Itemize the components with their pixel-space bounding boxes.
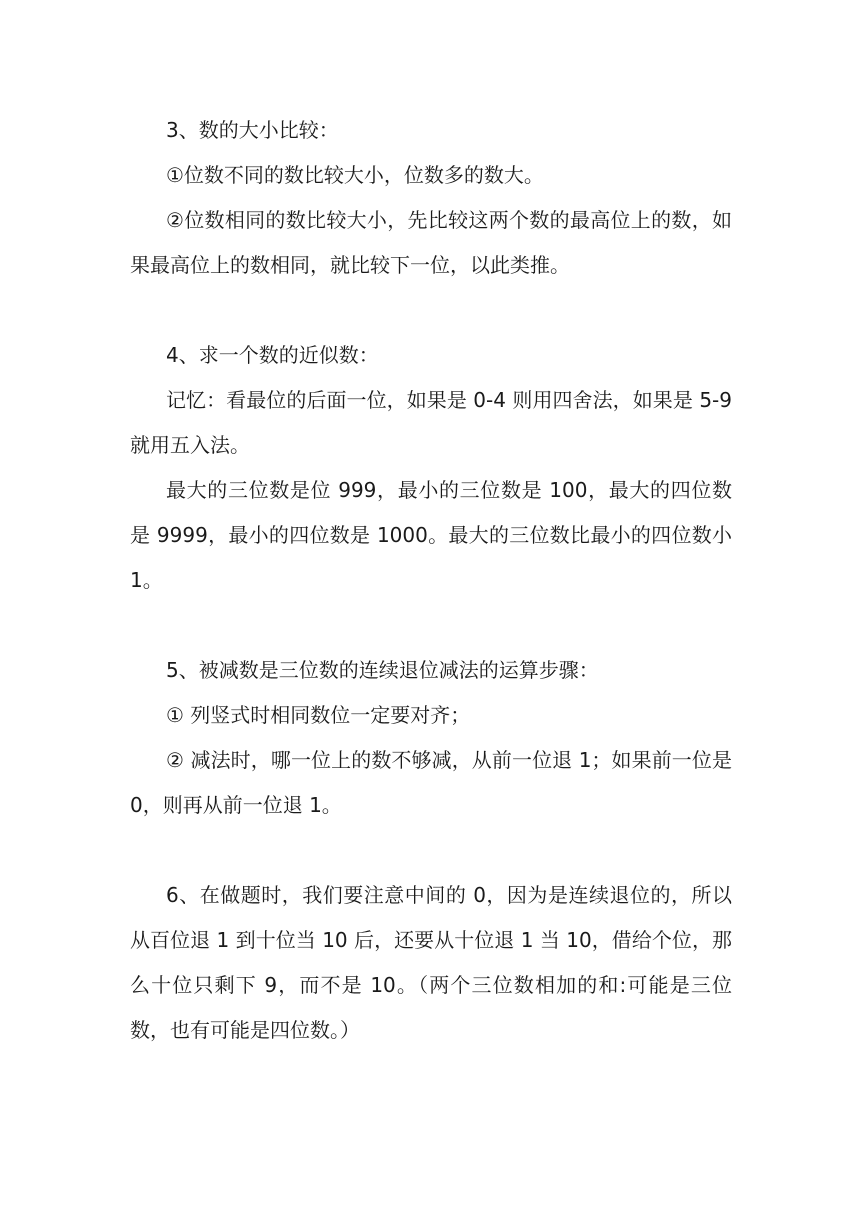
section-4-heading: 4、求一个数的近似数： [166, 343, 379, 367]
section-3-paragraph-1: ①位数不同的数比较大小，位数多的数大。 [166, 163, 544, 187]
section-4-paragraph-2: 最大的三位数是位 999，最小的三位数是 100，最大的四位数是 9999，最小的四位数是 1000。最大的三位数比最小的四位数小 1。 [130, 478, 732, 592]
section-5-paragraph-1: ① 列竖式时相同数位一定要对齐； [166, 703, 471, 727]
section-3-heading: 3、数的大小比较： [166, 118, 339, 142]
section-gap [130, 603, 732, 648]
section-gap [130, 828, 732, 873]
section-gap [130, 288, 732, 333]
section-5-paragraph-2: ② 减法时，哪一位上的数不够减，从前一位退 1；如果前一位是 0，则再从前一位退 1。 [130, 748, 732, 817]
section-3-paragraph-2: ②位数相同的数比较大小，先比较这两个数的最高位上的数，如果最高位上的数相同，就比较下一位，以此类推。 [130, 208, 732, 277]
section-6-paragraph: 6、在做题时，我们要注意中间的 0，因为是连续退位的，所以从百位退 1 到十位当 10 后，还要从十位退 1 当 10，借给个位，那么十位只剩下 9，而不是 10。（两个三位数相加的和:可能是三位数，也有可能是四位数。） [130, 883, 732, 1042]
section-5-heading: 5、被减数是三位数的连续退位减法的运算步骤： [166, 658, 599, 682]
section-4-paragraph-1: 记忆：看最位的后面一位，如果是 0-4 则用四舍法，如果是 5-9 就用五入法。 [130, 388, 732, 457]
document-page [130, 108, 732, 1053]
